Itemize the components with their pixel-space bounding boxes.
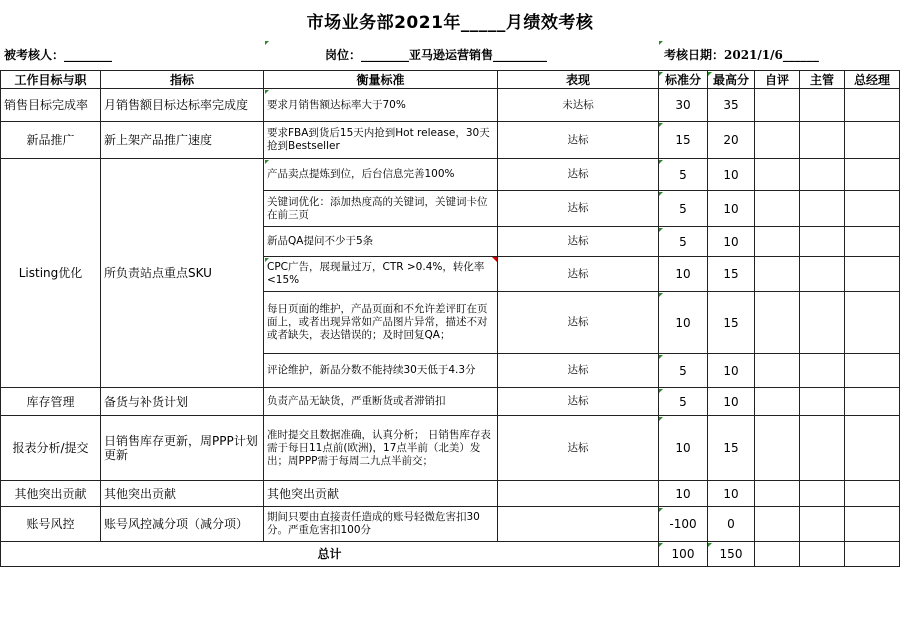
- gm-cell[interactable]: [845, 354, 900, 388]
- supervisor-cell[interactable]: [800, 122, 845, 159]
- cell-marker: [659, 160, 663, 164]
- self-eval-cell[interactable]: [755, 481, 800, 507]
- standard-score-cell: 10: [659, 292, 708, 354]
- max-score-cell: 35: [708, 89, 755, 122]
- standard-score-cell: 15: [659, 122, 708, 159]
- date-label: 考核日期：2021/1/6______: [664, 48, 819, 62]
- header-indicator: 指标: [101, 71, 264, 89]
- supervisor-cell[interactable]: [800, 89, 845, 122]
- self-eval-cell[interactable]: [755, 257, 800, 292]
- total-supervisor[interactable]: [800, 542, 845, 567]
- standard-cell: 负责产品无缺货，严重断货或者滞销扣: [264, 388, 498, 416]
- goal-cell: 新品推广: [1, 122, 101, 159]
- standard-score-cell: 10: [659, 416, 708, 481]
- max-score-cell: 0: [708, 507, 755, 542]
- max-score-cell: 20: [708, 122, 755, 159]
- performance-cell: 未达标: [498, 89, 659, 122]
- supervisor-cell[interactable]: [800, 191, 845, 227]
- page-title: 市场业务部2021年_____月绩效考核: [306, 13, 594, 33]
- standard-score-cell: 10: [659, 481, 708, 507]
- cell-marker: [659, 355, 663, 359]
- total-max-score: 150: [708, 542, 755, 567]
- goal-cell: 报表分析/提交: [1, 416, 101, 481]
- gm-cell[interactable]: [845, 227, 900, 257]
- performance-cell: 达标: [498, 122, 659, 159]
- cell-marker: [659, 417, 663, 421]
- self-eval-cell[interactable]: [755, 159, 800, 191]
- cell-marker: [659, 389, 663, 393]
- max-score-cell: 10: [708, 481, 755, 507]
- header-supervisor: 主管: [800, 71, 845, 89]
- supervisor-cell[interactable]: [800, 292, 845, 354]
- standard-cell: 新品QA提问不少于5条: [264, 227, 498, 257]
- indicator-cell: 新上架产品推广速度: [101, 122, 264, 159]
- position-label: 岗位：________亚马逊运营销售_________: [325, 48, 548, 62]
- performance-cell: 达标: [498, 292, 659, 354]
- self-eval-cell[interactable]: [755, 354, 800, 388]
- cell-marker: [708, 543, 712, 547]
- cell-marker: [659, 72, 663, 76]
- header-general-manager: 总经理: [845, 71, 900, 89]
- performance-cell: 达标: [498, 257, 659, 292]
- performance-cell: 达标: [498, 191, 659, 227]
- max-score-cell: 10: [708, 191, 755, 227]
- cell-marker: [659, 192, 663, 196]
- self-eval-cell[interactable]: [755, 388, 800, 416]
- cell-marker: [659, 293, 663, 297]
- cell-marker: [265, 160, 269, 164]
- standard-cell: 其他突出贡献: [264, 481, 498, 507]
- cell-marker: [659, 123, 663, 127]
- gm-cell[interactable]: [845, 481, 900, 507]
- self-eval-cell[interactable]: [755, 507, 800, 542]
- performance-cell: 达标: [498, 159, 659, 191]
- cell-marker: [659, 508, 663, 512]
- gm-cell[interactable]: [845, 388, 900, 416]
- self-eval-cell[interactable]: [755, 227, 800, 257]
- supervisor-cell[interactable]: [800, 388, 845, 416]
- cell-marker: [659, 228, 663, 232]
- max-score-cell: 10: [708, 159, 755, 191]
- header-standard-score: 标准分: [659, 71, 708, 89]
- performance-cell: 达标: [498, 354, 659, 388]
- cell-marker: [659, 543, 663, 547]
- cell-marker: [265, 258, 269, 262]
- standard-score-cell: 5: [659, 159, 708, 191]
- cell-marker: [708, 72, 712, 76]
- standard-cell: 期间只要由直接责任造成的账号轻微危害扣30分。严重危害扣100分: [264, 507, 498, 542]
- supervisor-cell[interactable]: [800, 227, 845, 257]
- supervisor-cell[interactable]: [800, 416, 845, 481]
- cell-marker: [265, 41, 269, 45]
- self-eval-cell[interactable]: [755, 89, 800, 122]
- self-eval-cell[interactable]: [755, 122, 800, 159]
- total-gm[interactable]: [845, 542, 900, 567]
- standard-score-cell: 5: [659, 191, 708, 227]
- standard-cell: 准时提交且数据准确，认真分析； 日销售库存表需于每日11点前(欧洲)，17点半前（北美）发出；周PPP需于每周二九点半前交；: [264, 416, 498, 481]
- self-eval-cell[interactable]: [755, 191, 800, 227]
- standard-score-cell: -100: [659, 507, 708, 542]
- gm-cell[interactable]: [845, 416, 900, 481]
- standard-score-cell: 5: [659, 227, 708, 257]
- supervisor-cell[interactable]: [800, 257, 845, 292]
- standard-score-cell: 10: [659, 257, 708, 292]
- self-eval-cell[interactable]: [755, 292, 800, 354]
- indicator-cell: 月销售额目标达标率完成度: [101, 89, 264, 122]
- standard-cell: 评论维护，新品分数不能持续30天低于4.3分: [264, 354, 498, 388]
- gm-cell[interactable]: [845, 191, 900, 227]
- max-score-cell: 15: [708, 416, 755, 481]
- standard-score-cell: 5: [659, 388, 708, 416]
- indicator-cell: 备货与补货计划: [101, 388, 264, 416]
- gm-cell[interactable]: [845, 159, 900, 191]
- standard-score-cell: 30: [659, 89, 708, 122]
- comment-indicator[interactable]: [492, 257, 497, 262]
- header-performance: 表现: [498, 71, 659, 89]
- goal-cell: 销售目标完成率: [1, 89, 101, 122]
- performance-cell: 达标: [498, 416, 659, 481]
- self-eval-cell[interactable]: [755, 416, 800, 481]
- indicator-cell-listing: 所负责站点重点SKU: [101, 159, 264, 388]
- max-score-cell: 10: [708, 388, 755, 416]
- performance-cell: [498, 507, 659, 542]
- indicator-cell: 其他突出贡献: [101, 481, 264, 507]
- indicator-cell: 日销售库存更新，周PPP计划更新: [101, 416, 264, 481]
- max-score-cell: 15: [708, 292, 755, 354]
- header-self-eval: 自评: [755, 71, 800, 89]
- performance-cell: [498, 481, 659, 507]
- goal-cell: 账号风控: [1, 507, 101, 542]
- total-label: 总计: [1, 542, 659, 567]
- supervisor-cell[interactable]: [800, 481, 845, 507]
- gm-cell[interactable]: [845, 507, 900, 542]
- supervisor-cell[interactable]: [800, 507, 845, 542]
- standard-cell: 要求FBA到货后15天内抢到Hot release，30天抢到Bestseller: [264, 122, 498, 159]
- cell-marker: [265, 90, 269, 94]
- performance-cell: 达标: [498, 388, 659, 416]
- standard-cell: 产品卖点提炼到位，后台信息完善100%: [264, 159, 498, 191]
- gm-cell[interactable]: [845, 89, 900, 122]
- performance-cell: 达标: [498, 227, 659, 257]
- standard-score-cell: 5: [659, 354, 708, 388]
- max-score-cell: 10: [708, 227, 755, 257]
- assessee-label: 被考核人：________: [4, 48, 113, 62]
- standard-cell: 要求月销售额达标率大于70%: [264, 89, 498, 122]
- standard-cell: 关键词优化：添加热度高的关键词，关键词卡位在前三页: [264, 191, 498, 227]
- standard-cell: CPC广告，展现量过万，CTR >0.4%，转化率<15%: [264, 257, 498, 292]
- header-goal: 工作目标与职: [1, 71, 101, 89]
- goal-cell-listing: Listing优化: [1, 159, 101, 388]
- header-standard: 衡量标准: [264, 71, 498, 89]
- standard-cell: 每日页面的维护，产品页面和不允许差评盯在页面上，或者出现异常如产品图片异常，描述不对或者缺失，表达错误的；及时回复QA；: [264, 292, 498, 354]
- goal-cell: 其他突出贡献: [1, 481, 101, 507]
- gm-cell[interactable]: [845, 122, 900, 159]
- cell-marker: [659, 41, 663, 45]
- max-score-cell: 10: [708, 354, 755, 388]
- indicator-cell: 账号风控减分项（减分项）: [101, 507, 264, 542]
- header-max-score: 最高分: [708, 71, 755, 89]
- supervisor-cell[interactable]: [800, 159, 845, 191]
- supervisor-cell[interactable]: [800, 354, 845, 388]
- total-self-eval[interactable]: [755, 542, 800, 567]
- total-standard-score: 100: [659, 542, 708, 567]
- gm-cell[interactable]: [845, 257, 900, 292]
- gm-cell[interactable]: [845, 292, 900, 354]
- goal-cell: 库存管理: [1, 388, 101, 416]
- max-score-cell: 15: [708, 257, 755, 292]
